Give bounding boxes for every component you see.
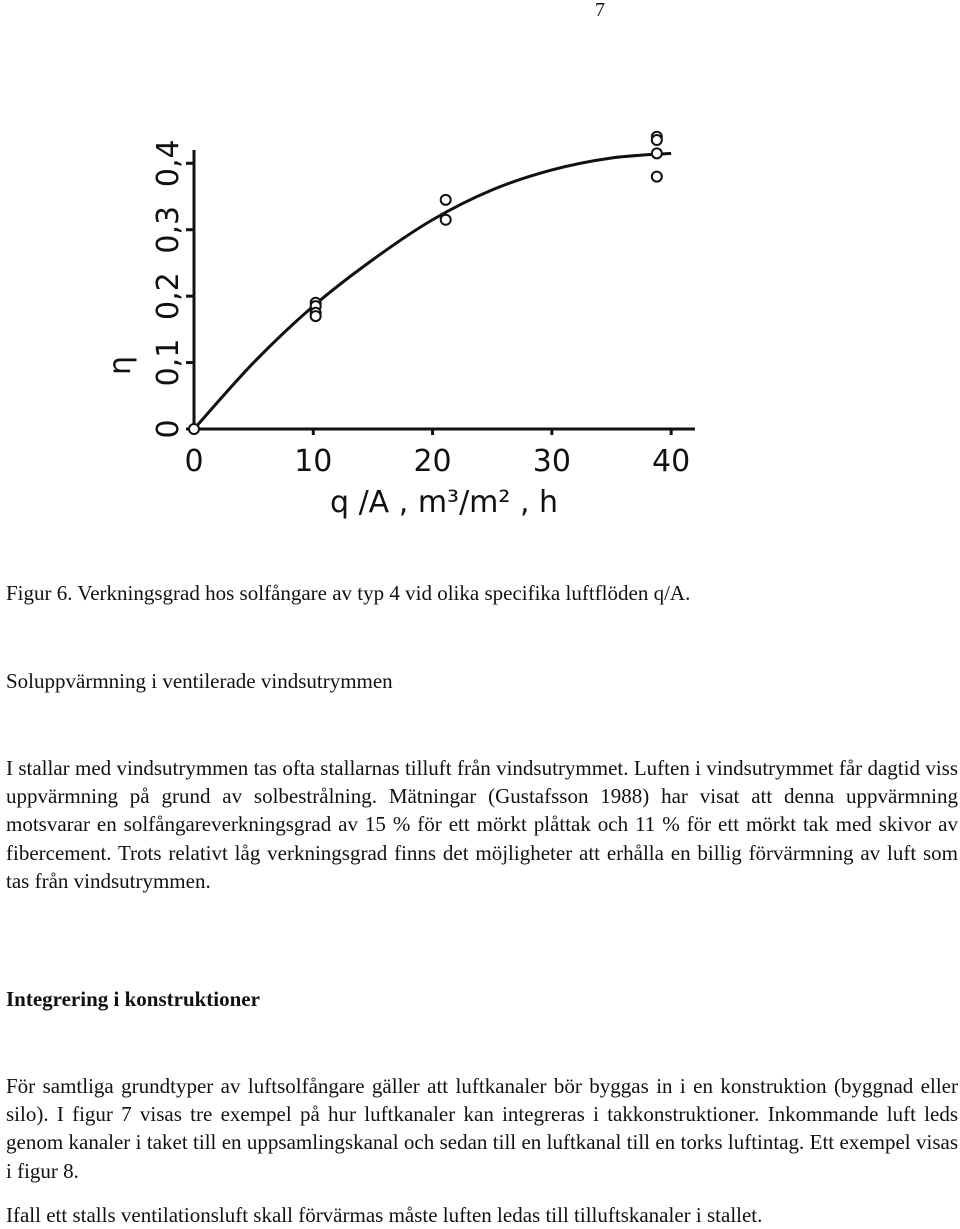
y-tick-label: 0,4 bbox=[151, 139, 186, 188]
section-heading-soluppvarmning: Soluppvärmning i ventilerade vindsutrymmen bbox=[6, 669, 393, 693]
x-tick-labels bbox=[184, 444, 690, 479]
fitted-curve bbox=[194, 153, 671, 429]
chart-axes bbox=[186, 150, 695, 435]
paragraph-vindsutrymmen: I stallar med vindsutrymmen tas ofta stallarnas tilluft från vindsutrymmet. Luften i vindsutrymmet får dagtid viss uppvärmning på grund av solbestrålning. Mätningar (Gustafsson 1988) har visat att denna uppvärmning motsvarar en solfångareverkningsgrad av 15 % för ett mörkt plåttak och 11 % för ett mörkt tak med skivor av fibercement. Trots relativt låg verkningsgrad finns det möjligheter att erhålla en billig förvärmning av luft som tas från vindsutrymmen. bbox=[6, 756, 958, 893]
paragraph-luftkanaler: För samtliga grundtyper av luftsolfångare gäller att luftkanaler bör byggas in i en konstruktion (byggnad eller silo). I figur 7 visas tre exempel på hur luftkanaler kan integreras i takkonstruktioner. Inkommande luft leds genom kanaler i taket till en uppsamlingskanal och sedan till en luftkanal till en torks luftintag. Ett exempel visas i figur 8. bbox=[6, 1074, 958, 1183]
y-tick-label: 0,2 bbox=[151, 272, 186, 321]
data-point bbox=[441, 215, 451, 225]
data-point bbox=[652, 135, 662, 145]
section-heading-integrering: Integrering i konstruktioner bbox=[6, 987, 260, 1011]
data-point bbox=[441, 195, 451, 205]
x-tick-label: 20 bbox=[413, 444, 452, 479]
figure-caption: Figur 6. Verkningsgrad hos solfångare av typ 4 vid olika specifika luftflöden q/A. bbox=[6, 581, 691, 605]
y-tick-label: 0,1 bbox=[151, 338, 186, 387]
data-point bbox=[652, 148, 662, 158]
y-tick-labels bbox=[151, 139, 186, 438]
y-axis-title: η bbox=[103, 355, 138, 375]
x-tick-label: 40 bbox=[652, 444, 691, 479]
x-tick-label: 0 bbox=[184, 444, 204, 479]
page-number: 7 bbox=[595, 0, 605, 21]
data-point bbox=[189, 424, 199, 434]
y-tick-label: 0 bbox=[151, 419, 186, 439]
x-axis-title: q /A , m³/m² , h bbox=[330, 485, 559, 520]
efficiency-chart bbox=[103, 139, 720, 530]
paragraph-stall-ventilation: Ifall ett stalls ventilationsluft skall förvärmas måste luften ledas till tilluftskanaler i stallet. bbox=[6, 1203, 763, 1227]
chart-svg bbox=[103, 139, 720, 530]
x-tick-label: 30 bbox=[532, 444, 571, 479]
data-point bbox=[652, 172, 662, 182]
data-point bbox=[311, 311, 321, 321]
y-tick-label: 0,3 bbox=[151, 205, 186, 254]
x-tick-label: 10 bbox=[294, 444, 333, 479]
data-points bbox=[189, 132, 662, 434]
